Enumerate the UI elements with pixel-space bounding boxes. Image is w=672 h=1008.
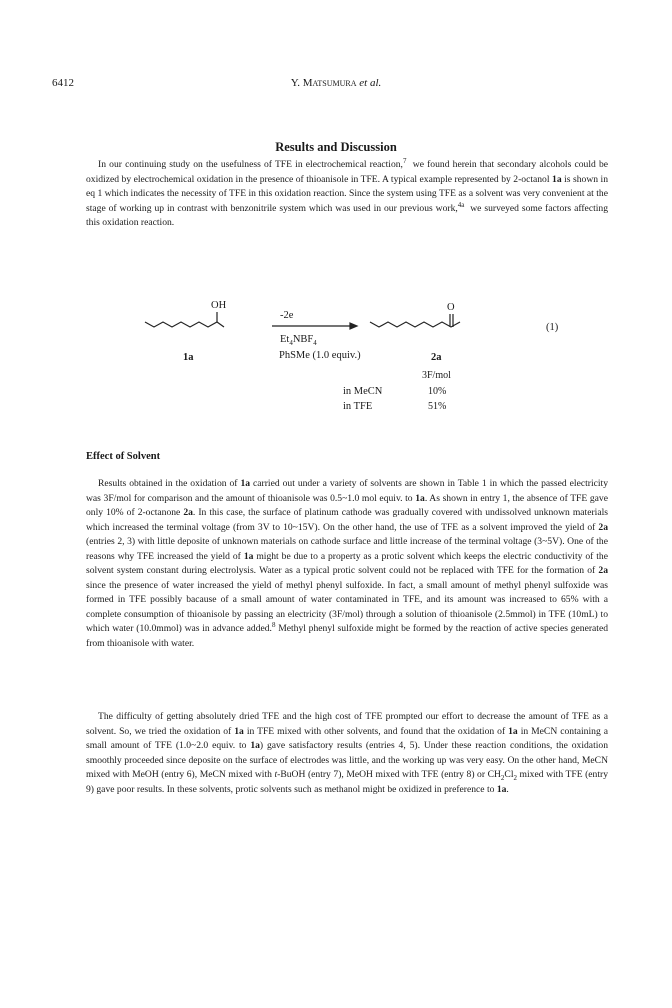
yield-mecn: 10%: [428, 386, 447, 397]
electricity-header: 3F/mol: [422, 370, 451, 381]
condition-reagent: PhSMe (1.0 equiv.): [279, 350, 361, 361]
section-title: Results and Discussion: [275, 140, 397, 154]
equation-number: (1): [546, 322, 559, 333]
ref-7: 7: [402, 156, 407, 165]
octanol-chain: [145, 322, 224, 327]
oh-label: OH: [211, 300, 227, 311]
condition-electrons: -2e: [280, 310, 294, 321]
page-header: [52, 77, 620, 93]
solvent-tfe: in TFE: [343, 401, 373, 412]
running-head-author: Y. Matsumura: [290, 77, 357, 89]
page-number: 6412: [52, 77, 74, 89]
subsection-heading: Effect of Solvent: [86, 451, 161, 462]
compound-2a-label: 2a: [431, 352, 442, 363]
compound-1a: 1a: [552, 173, 562, 185]
scheme-drawing: [0, 300, 672, 430]
compound-1a-label: 1a: [183, 352, 194, 363]
running-head-etal: et al.: [359, 77, 382, 89]
octanone-chain: [370, 322, 460, 327]
solvent-paragraph-1: Results obtained in the oxidation of 1a carried out under a variety of solvents are shown in Table 1 in which the passed electricity was 3F/mol for comparison and the amount of thioanisole was 0.5~1.0 mol equiv. to 1a. As shown in entry 1, the absence of TFE gave only 10% of 2-octanone 2a. In this case, the surface of platinum cathode was gradually covered with undissolved unknown materials which increased the terminal voltage (from 3V to 10~15V). On the other hand, the use of TFE as a solvent improved the yield of 2a (entries 2, 3) with little deposite of unknown materials on cathode surface and little increase of the terminal voltage (3~5V). One of the reasons why TFE increased the yield of 1a might be due to a property as a protic solvent which keeps the electric conductivity of the solvent system constant during electrolysis. Water as a typical protic solvent could not be replaced with TFE for the formation of 2a since the presence of water increased the yield of methyl phenyl sulfoxide. In fact, a small amount of methyl phenyl sulfoxide was formed in TFE possibly bacause of a small amount of water contaminated in TFE, and its amount was increased to 65% with a complete consumption of thioanisole by passing an electricity (3F/mol) through a solution of thioanisole (2.5mmol) in TFE (10mL) to which water (10.0mmol) was in advance added.$^8$ Methyl phenyl sulfoxide might be formed by the reaction of active species generated from thioanisole with water.: [86, 478, 609, 650]
ref-4a: 4a: [457, 200, 465, 209]
solvent-paragraph-2: The difficulty of getting absolutely dried TFE and the high cost of TFE prompted our effort to decrease the amount of TFE as a solvent. So, we tried the oxidation of 1a in TFE mixed with other solvents, and found that the oxidation of 1a in MeCN containing a small amount of TFE (1.0~2.0 equiv. to 1a) gave satisfactory results (entries 4, 5). Under these reaction conditions, the oxidation smoothly proceeded since deposite on the surface of electrodes was little, and the working up was very easy. On the other hand, MeCN mixed with MeOH (entry 6), MeCN mixed with t-BuOH (entry 7), MeOH mixed with TFE (entry 8) or $CH_2Cl_2$ mixed with TFE (entry 9) gave poor results. In these solvents, protic solvents such as methanol might be oxidized in preference to 1a.: [86, 711, 608, 795]
solvent-mecn: in MeCN: [343, 386, 383, 397]
reaction-arrow-head: [350, 323, 357, 329]
yield-tfe: 51%: [428, 401, 447, 412]
condition-electrolyte: $Et_4NBF_4$: [280, 334, 317, 348]
intro-paragraph: In our continuing study on the usefulness of TFE in electrochemical reaction,$^7$ we found herein that secondary alcohols could be oxidized by electrochemical oxidation in the presence of thioanisole in TFE. A typical example represented by 2-octanol 1a is shown in eq 1 which indicates the necessity of TFE in this oxidation reaction. Since the system using TFE as a solvent was very convenient at the stage of working up in contrast with benzonitrile system which was used in our previous work,$^{4a}$ we surveyed some factors affecting this oxidation reaction.: [86, 156, 609, 229]
running-head: [52, 77, 620, 89]
ref-8: 8: [271, 621, 276, 630]
reaction-scheme: [0, 300, 672, 430]
o-label: O: [447, 302, 455, 313]
